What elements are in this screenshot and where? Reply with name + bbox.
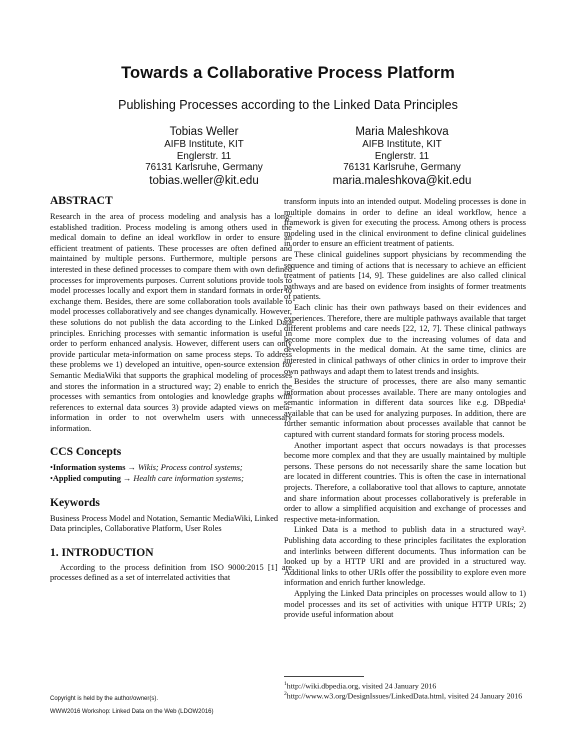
body-paragraph: Applying the Linked Data principles on processes would allow to 1) model processes and its set of activities with unique HTTP URIs; 2) provide useful information about [284, 588, 526, 620]
intro-heading: 1. INTRODUCTION [50, 546, 154, 559]
footnote-text: http://www.w3.org/DesignIssues/LinkedData.html, visited 24 January 2016 [286, 691, 523, 701]
arrow-icon: → [127, 463, 136, 473]
author-city: 76131 Karlsruhe, Germany [343, 162, 461, 173]
abstract-text: Research in the area of process modeling and analysis has a long-established tradition. Process modeling is among others used in the medical domain to define an ideal workflow in order to ensure an efficient treatment of patients. These processes are often defined and maintained by multiple persons. Furthermore, multiple persons are interested in these defined processes to compare them with own defined processes for improvements purposes. Current solutions provide tools to model processes locally and export them in standard formats in order to exchange them. Besides, there are some collaboration tools available to model processes collaboratively and see changes dynamically. However, these solutions do not publish the data according to the Linked Data principles. Enriching processes with semantic information is useful in order to perform enhanced analysis. However, different users can only provide particular meta-information on same process steps. To address these problems we 1) developed an intuitive, open-source extension for Semantic MediaWiki that supports the graphical modeling of processes and stores the information in a structured way; 2) enable to enrich the processes with semantics from ontologies and knowledge graphs with references to external data sources 3) provide adapted views on meta-information in order to not overwhelm users with unnecessary information. [50, 212, 292, 433]
author-email: maria.maleshkova@kit.edu [332, 174, 472, 187]
body-paragraph: Linked Data is a method to publish data in a structured way². Publishing data according to these principles facilitates the exploration and interlinks between different documents. Thus information can be looked up by a HTTP URI and are provided in a structured way. Additional links to other URIs offer the possibility to explore even more information and enrich further knowledge. [284, 525, 526, 588]
intro-paragraph: According to the process definition from ISO 9000:2015 [1] are processes defined as a set of interrelated activities that [50, 562, 292, 583]
right-column [284, 197, 526, 621]
workshop-text: WWW2016 Workshop: Linked Data on the Web (LDOW2016) [50, 709, 214, 715]
footnote-mark: 1 [284, 681, 287, 687]
author-street: Englerstr. 11 [374, 150, 430, 162]
keywords-heading: Keywords [50, 496, 100, 509]
ccs-term: Information systems [52, 463, 126, 473]
arrow-icon: → [123, 474, 132, 484]
author-name: Tobias Weller [169, 126, 239, 138]
ccs-item [50, 463, 292, 474]
footnote-text: http://wiki.dbpedia.org, visited 24 January 2016 [286, 681, 437, 691]
bullet: • [50, 463, 53, 473]
body-paragraph: Another important aspect that occurs nowadays is that processes become more complex and that they are usually maintained by multiple persons. These persons do not necessarily share the same location but are located in different countries. This is often the case in international projects. Therefore, a collaborative tool that allows to capture, annotate and share information about processes collaboratively is preferable in order to allow a simplified acquisition and exchange of processes and respective meta-information. [284, 440, 526, 524]
paper-subtitle: Publishing Processes according to the Linked Data Principles [118, 98, 458, 112]
footnote-2 [284, 690, 526, 701]
body-paragraph: transform inputs into an intended output. Modeling processes is done in multiple domains in order to define an ideal workflow, hence a framework is given for executing the process. Among others is process modeling used in the clinical environment to define clinical guidelines in order to ensure an efficient treatment of patients. [284, 197, 526, 249]
author-city: 76131 Karlsruhe, Germany [145, 162, 263, 173]
bullet: • [50, 474, 53, 484]
keywords-text: Business Process Model and Notation, Semantic MediaWiki, Linked Data principles, Collaborative Platform, User Roles [50, 513, 279, 534]
author-name: Maria Maleshkova [355, 126, 449, 138]
copyright-block [50, 693, 292, 719]
ccs-term: Applied computing [52, 474, 121, 484]
footnote-rule [284, 676, 364, 677]
body-paragraph: Besides the structure of processes, there are also many semantic information about processes available. There are many ontologies and semantic information in different data sources like e.g. DBpedia¹ available that can be used for analyzing purposes. In addition, there are further semantic information about processes available that cannot be captured with current standard formats for storing process models. [284, 377, 526, 440]
paper-title: Towards a Collaborative Process Platform [121, 64, 455, 82]
footnote-mark: 2 [284, 691, 287, 697]
author-institute: AIFB Institute, KIT [362, 139, 442, 150]
ccs-desc: Wikis; Process control systems; [137, 463, 243, 473]
abstract-heading: ABSTRACT [50, 195, 113, 207]
left-column [50, 195, 292, 584]
author-institute: AIFB Institute, KIT [164, 139, 244, 150]
body-paragraph: These clinical guidelines support physicians by recommending the sequence and timing of actions that is necessary to achieve an efficient treatment of patients [14, 9]. These guidelines are also called clinical pathways and are based on evidence from insights of former treatments of patients. [284, 249, 526, 302]
body-paragraph: Each clinic has their own pathways based on their evidences and experiences. Therefore, there are multiple pathways available that target different problems and care needs [22, 12, 7]. These clinical pathways become more complex due to the increasing volumes of data and developments in the medical domain. At the same time, clinics are interested in clinical pathways of other clinics in order to improve their own pathways and adapt them to latest trends and insights. [284, 302, 526, 376]
ccs-heading: CCS Concepts [50, 446, 122, 459]
copyright-text: Copyright is held by the author/owner(s). [50, 696, 159, 702]
author-street: Englerstr. 11 [176, 150, 232, 162]
ccs-desc: Health care information systems; [133, 474, 244, 484]
author-block-2 [282, 126, 522, 188]
author-email: tobias.weller@kit.edu [149, 174, 259, 187]
ccs-item [50, 474, 292, 485]
